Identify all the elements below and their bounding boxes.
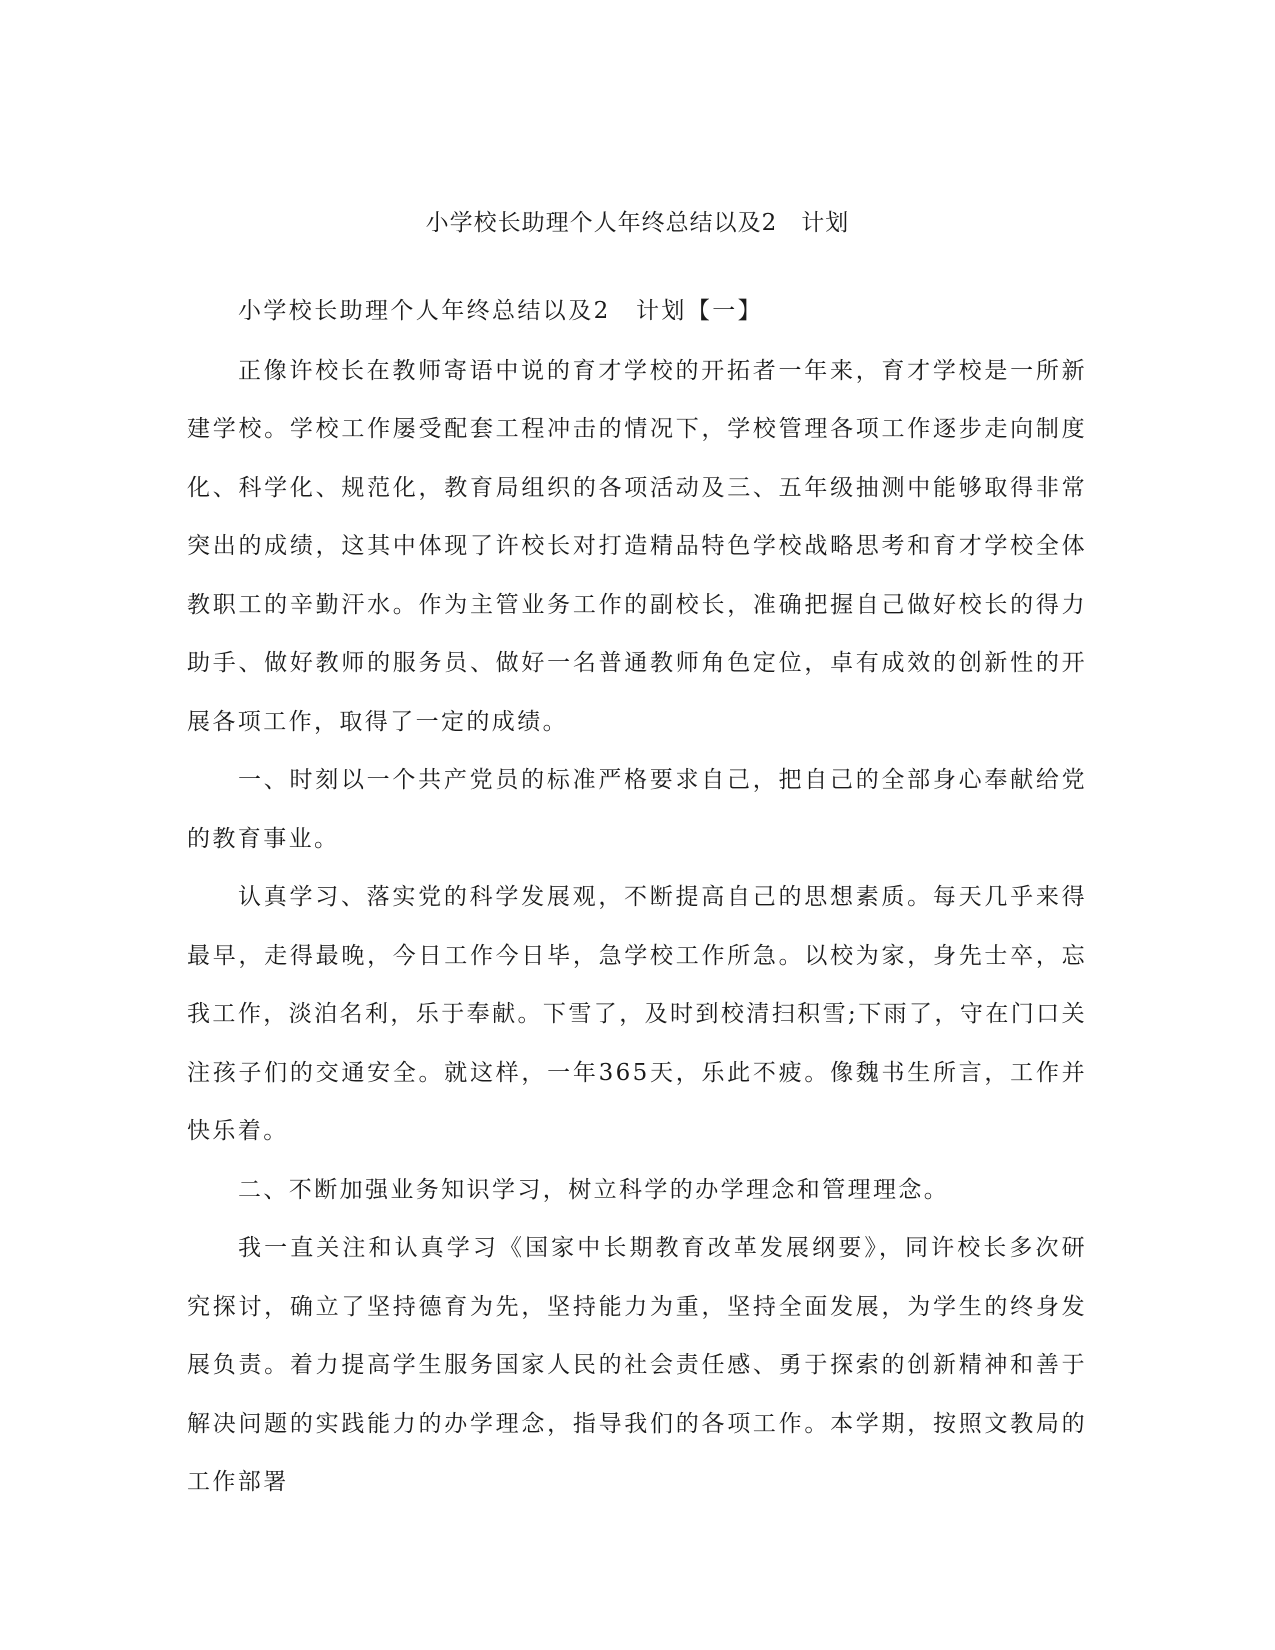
paragraph-two: 我一直关注和认真学习《国家中长期教育改革发展纲要》，同许校长多次研究探讨，确立了坚持德育为先，坚持能力为重，坚持全面发展，为学生的终身发展负责。着力提高学生服务国家人民的社会责任感、勇于探索的创新精神和善于解决问题的实践能力的办学理念，指导我们的各项工作。本学期，按照文教局的工作部署 <box>187 1235 1087 1495</box>
paragraph-intro: 正像许校长在教师寄语中说的育才学校的开拓者一年来，育才学校是一所新建学校。学校工作屡受配套工程冲击的情况下，学校管理各项工作逐步走向制度化、科学化、规范化，教育局组织的各项活动及三、五年级抽测中能够取得非常突出的成绩，这其中体现了许校长对打造精品特色学校战略思考和育才学校全体教职工的辛勤汗水。作为主管业务工作的副校长，准确把握自己做好校长的得力助手、做好教师的服务员、做好一名普通教师角色定位，卓有成效的创新性的开展各项工作，取得了一定的成绩。 <box>187 357 1087 735</box>
paragraph-one: 认真学习、落实党的科学发展观，不断提高自己的思想素质。每天几乎来得最早，走得最晚，今日工作今日毕，急学校工作所急。以校为家，身先士卒，忘我工作，淡泊名利，乐于奉献。下雪了，及时到校清扫积雪;下雨了，守在门口关注孩子们的交通安全。就这样，一年365天，乐此不疲。像魏书生所言，工作并快乐着。 <box>187 884 1087 1144</box>
section-heading-one: 一、时刻以一个共产党员的标准严格要求自己，把自己的全部身心奉献给党的教育事业。 <box>187 767 1087 852</box>
section-heading-two: 二、不断加强业务知识学习，树立科学的办学理念和管理理念。 <box>238 1176 950 1203</box>
document-body <box>187 282 1087 1512</box>
section-heading: 小学校长助理个人年终总结以及2 计划【一】 <box>238 298 764 324</box>
document-title: 小学校长助理个人年终总结以及2 计划 <box>425 210 850 236</box>
